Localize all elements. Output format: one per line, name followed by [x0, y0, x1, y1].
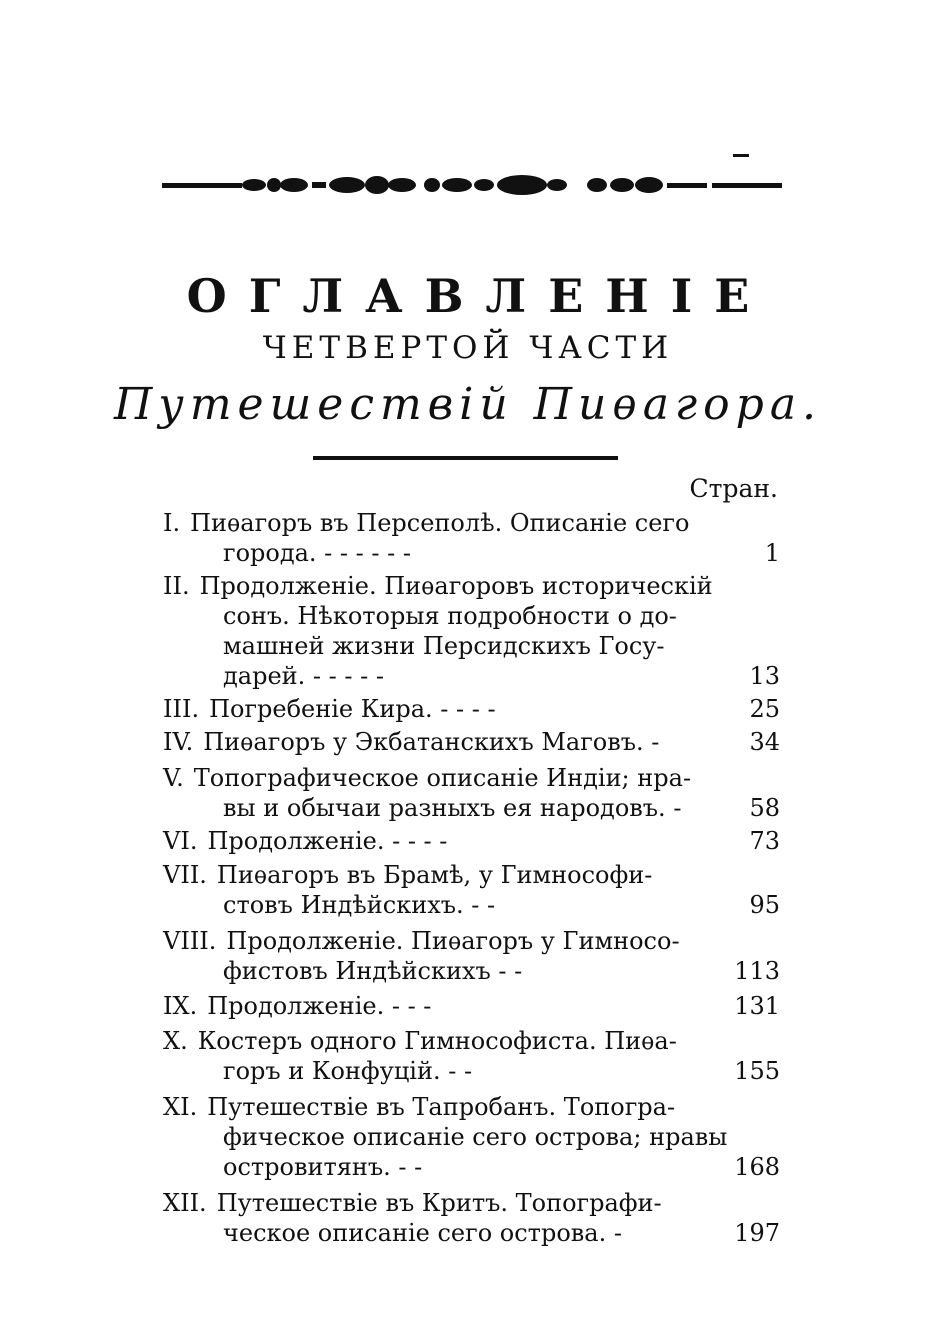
chapter-number: XI. — [163, 1093, 198, 1121]
chapter-number: VIII. — [163, 927, 217, 955]
toc-entry — [163, 1026, 780, 1086]
toc-entry — [163, 571, 780, 691]
entry-text: Пиѳагоръ у Экбатанскихъ Маговъ. - — [203, 728, 660, 756]
toc-entry — [163, 1188, 780, 1248]
page-number: 34 — [749, 728, 780, 756]
toc-entry — [163, 826, 780, 856]
entry-text: города. - - - - - - — [223, 539, 411, 567]
table-of-contents — [163, 508, 780, 1248]
entry-text: стовъ Индѣйскихъ. - - — [223, 891, 496, 919]
page-number: 13 — [749, 662, 780, 690]
entry-text: горъ и Конфуцiй. - - — [223, 1057, 473, 1085]
chapter-number: I. — [163, 509, 181, 537]
chapter-number: VI. — [163, 827, 198, 855]
entry-text: дарей. - - - - - — [223, 662, 384, 690]
page-title: ОГЛАВЛЕНIЕ — [186, 269, 772, 323]
entry-text: фистовъ Индѣйскихъ - - — [223, 957, 523, 985]
page-number: 73 — [749, 827, 780, 855]
corner-mark — [733, 154, 749, 157]
chapter-number: IX. — [163, 992, 198, 1020]
chapter-number: III. — [163, 695, 200, 723]
chapter-number: II. — [163, 572, 190, 600]
chapter-number: VII. — [163, 861, 207, 889]
entry-text: Костеръ одного Гимнософиста. Пиѳа- — [197, 1027, 677, 1055]
entry-text: Пиѳагоръ въ Брамѣ, у Гимнософи- — [216, 861, 653, 889]
entry-text: вы и обычаи разныхъ ея народовъ. - — [223, 794, 682, 822]
entry-text: Топографическое описанiе Индiи; нра- — [193, 764, 692, 792]
page-subtitle: ЧЕТВЕРТОЙ ЧАСТИ — [262, 330, 674, 366]
ornamental-border — [162, 172, 782, 198]
entry-text: Путешествiе въ Критъ. Топографи- — [216, 1189, 662, 1217]
page-number: 197 — [734, 1219, 780, 1247]
toc-entry — [163, 926, 780, 986]
entry-text: машней жизни Персидскихъ Госу- — [223, 632, 665, 660]
toc-entry — [163, 763, 780, 823]
entry-text: Путешествiе въ Тапробанъ. Топогра- — [207, 1093, 676, 1121]
toc-entry — [163, 694, 780, 724]
toc-entry — [163, 727, 780, 757]
entry-text: Продолженiе. Пиѳагоръ у Гимносо- — [226, 927, 680, 955]
toc-entry — [163, 860, 780, 920]
chapter-number: V. — [163, 764, 184, 792]
chapter-number: IV. — [163, 728, 194, 756]
page-number: 155 — [734, 1057, 780, 1085]
entry-text: Продолженiе. - - - — [207, 992, 432, 1020]
chapter-number: X. — [163, 1027, 188, 1055]
page-number: 25 — [749, 695, 780, 723]
divider-rule — [313, 456, 618, 460]
toc-entry — [163, 1092, 780, 1182]
toc-entry — [163, 508, 780, 568]
entry-text: фическое описанiе сего острова; нравы — [223, 1123, 728, 1151]
page-number: 58 — [749, 794, 780, 822]
page-number: 113 — [734, 957, 780, 985]
book-title: Путешествiй Пиѳагора. — [113, 379, 823, 430]
entry-text: островитянъ. - - — [223, 1153, 423, 1181]
page-number: 95 — [749, 891, 780, 919]
page-column-header: Стран. — [689, 474, 778, 503]
entry-text: сонъ. Нѣкоторыя подробности о до- — [223, 602, 677, 630]
page-number: 131 — [734, 992, 780, 1020]
page-number: 1 — [764, 539, 780, 567]
page-number: 168 — [734, 1153, 780, 1181]
entry-text: Продолженiе. Пиѳагоровъ историческiй — [199, 572, 713, 600]
toc-entry — [163, 991, 780, 1021]
chapter-number: XII. — [163, 1189, 207, 1217]
entry-text: Продолженiе. - - - - — [207, 827, 448, 855]
entry-text: ческое описанiе сего острова. - — [223, 1219, 622, 1247]
entry-text: Погребенiе Кира. - - - - — [209, 695, 496, 723]
entry-text: Пиѳагоръ въ Персеполѣ. Описанiе сего — [190, 509, 690, 537]
